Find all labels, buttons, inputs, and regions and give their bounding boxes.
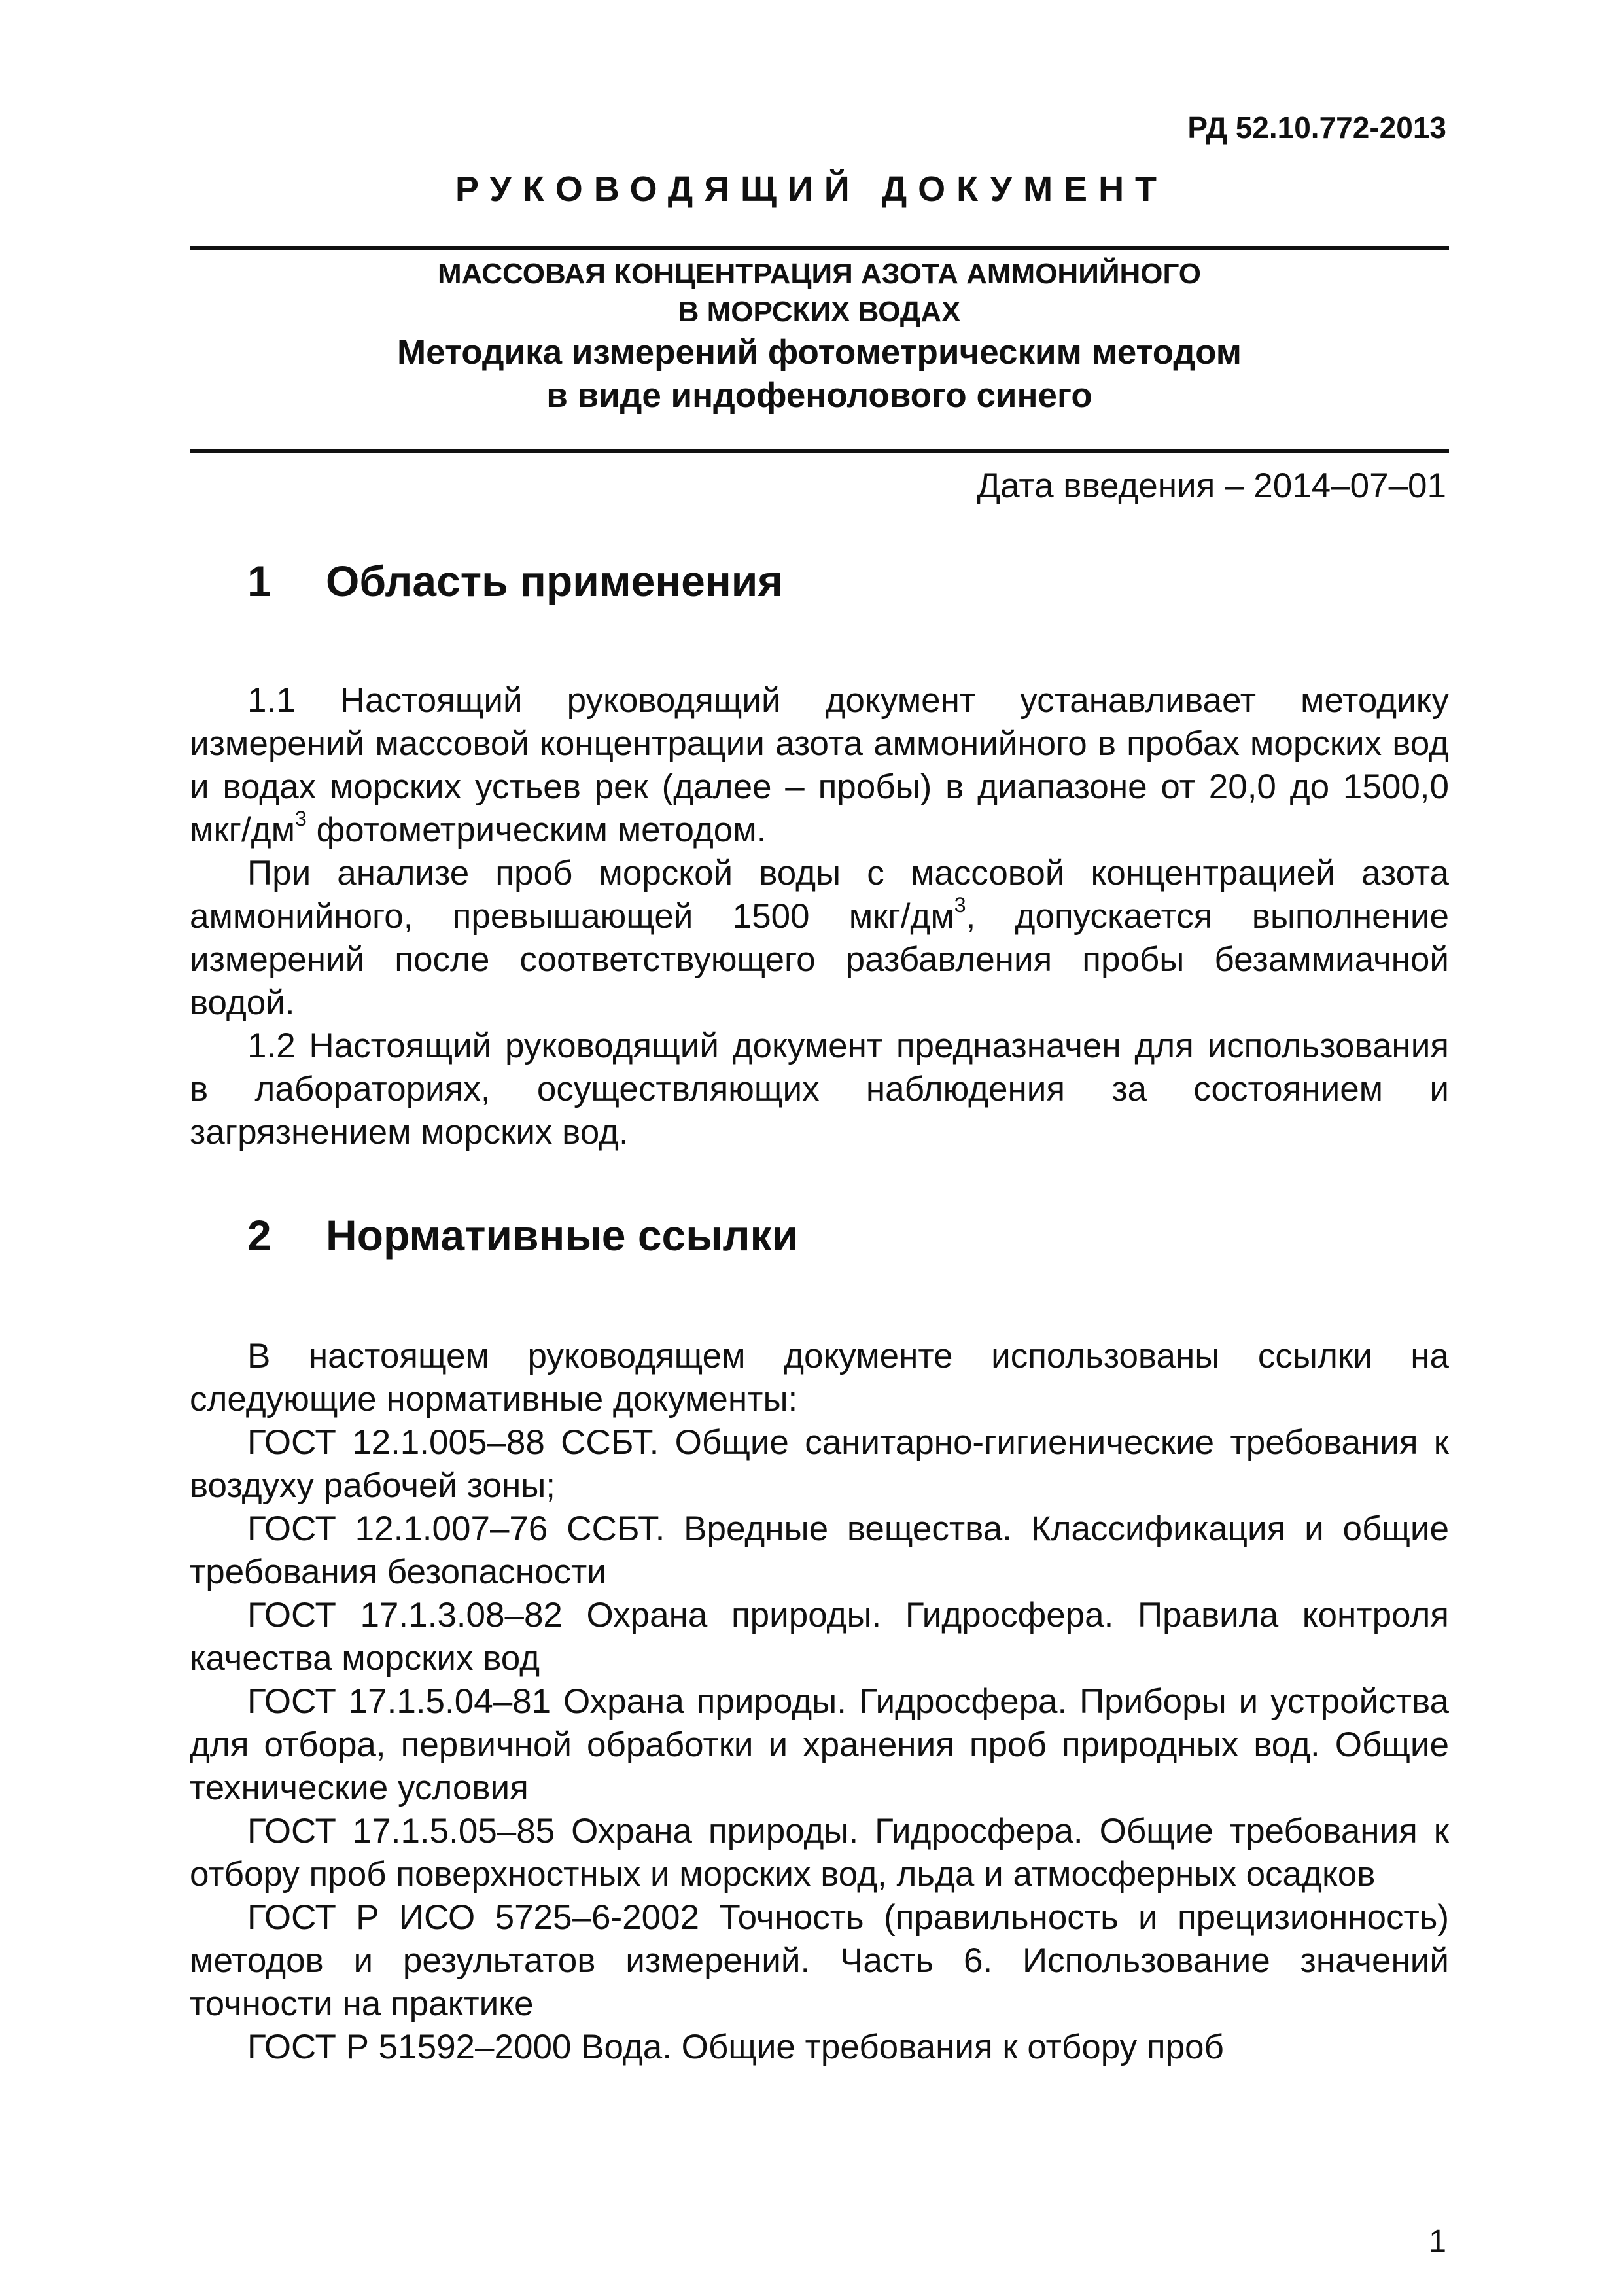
section-1-heading	[247, 556, 783, 606]
paragraph-1-1-note: При анализе проб морской воды с массовой концентрацией азота аммонийного, превышающей 1500 мкг/$дм^3$, допускается выполнение измерений после соответствующего разбавления пробы безаммиачной водой.	[190, 854, 1449, 1022]
reference-item: ГОСТ 12.1.005–88 ССБТ. Общие санитарно-гигиенические требования к воздуху рабочей зоны;	[190, 1423, 1449, 1505]
section-2-heading	[247, 1210, 798, 1260]
reference-item: ГОСТ Р ИСО 5725–6-2002 Точность (правильность и прецизионность) методов и результатов измерений. Часть 6. Использование значений точности на практике	[190, 1898, 1449, 2023]
title-line-4: в виде индофенолового синего	[546, 376, 1092, 415]
paragraph-1-2: 1.2 Настоящий руководящий документ предназначен для использования в лабораториях, осуществляющих наблюдения за состоянием и загрязнением морских вод.	[190, 1027, 1449, 1152]
superscript: 3	[954, 893, 966, 917]
reference-item: ГОСТ Р 51592–2000 Вода. Общие требования к отбору проб	[247, 2028, 1224, 2066]
section-2-body	[190, 1335, 1449, 2069]
reference-item: ГОСТ 17.1.3.08–82 Охрана природы. Гидросфера. Правила контроля качества морских вод	[190, 1596, 1449, 1678]
section-2-number: 2	[247, 1211, 271, 1260]
title-line-3: Методика измерений фотометрическим методом	[397, 333, 1242, 372]
introduction-date: Дата введения – 2014–07–01	[977, 467, 1446, 505]
paragraph-1-1: 1.1 Настоящий руководящий документ устанавливает методику измерений массовой концентрации азота аммонийного в пробах морских вод и водах морских устьев рек (далее – пробы) в диапазоне от 20,0 до 1500,0 мкг/$дм^3$ фотометрическим методом.	[190, 681, 1449, 849]
section-2-title: Нормативные ссылки	[326, 1211, 799, 1260]
reference-item: ГОСТ 17.1.5.05–85 Охрана природы. Гидросфера. Общие требования к отбору проб поверхностных и морских вод, льда и атмосферных осадков	[190, 1812, 1449, 1894]
title-line-2: В МОРСКИХ ВОДАХ	[678, 296, 961, 328]
reference-item: ГОСТ 12.1.007–76 ССБТ. Вредные вещества. Классификация и общие требования безопасности	[190, 1510, 1449, 1591]
section-1-number: 1	[247, 557, 271, 605]
document-code: РД 52.10.772-2013	[1187, 111, 1446, 145]
document-type-heading: РУКОВОДЯЩИЙ ДОКУМЕНТ	[455, 169, 1168, 209]
section-1-body	[190, 679, 1449, 1154]
superscript: 3	[295, 807, 307, 830]
section-2-intro: В настоящем руководящем документе использованы ссылки на следующие нормативные документы:	[190, 1337, 1449, 1419]
section-1-title: Область применения	[326, 557, 783, 605]
page-number: 1	[1429, 2224, 1446, 2259]
reference-item: ГОСТ 17.1.5.04–81 Охрана природы. Гидросфера. Приборы и устройства для отбора, первичной обработки и хранения проб природных вод. Общие технические условия	[190, 1682, 1449, 1807]
title-line-1: МАССОВАЯ КОНЦЕНТРАЦИЯ АЗОТА АММОНИЙНОГО	[437, 258, 1202, 290]
document-title	[190, 255, 1449, 417]
title-top-rule	[190, 246, 1449, 250]
title-bottom-rule	[190, 449, 1449, 453]
